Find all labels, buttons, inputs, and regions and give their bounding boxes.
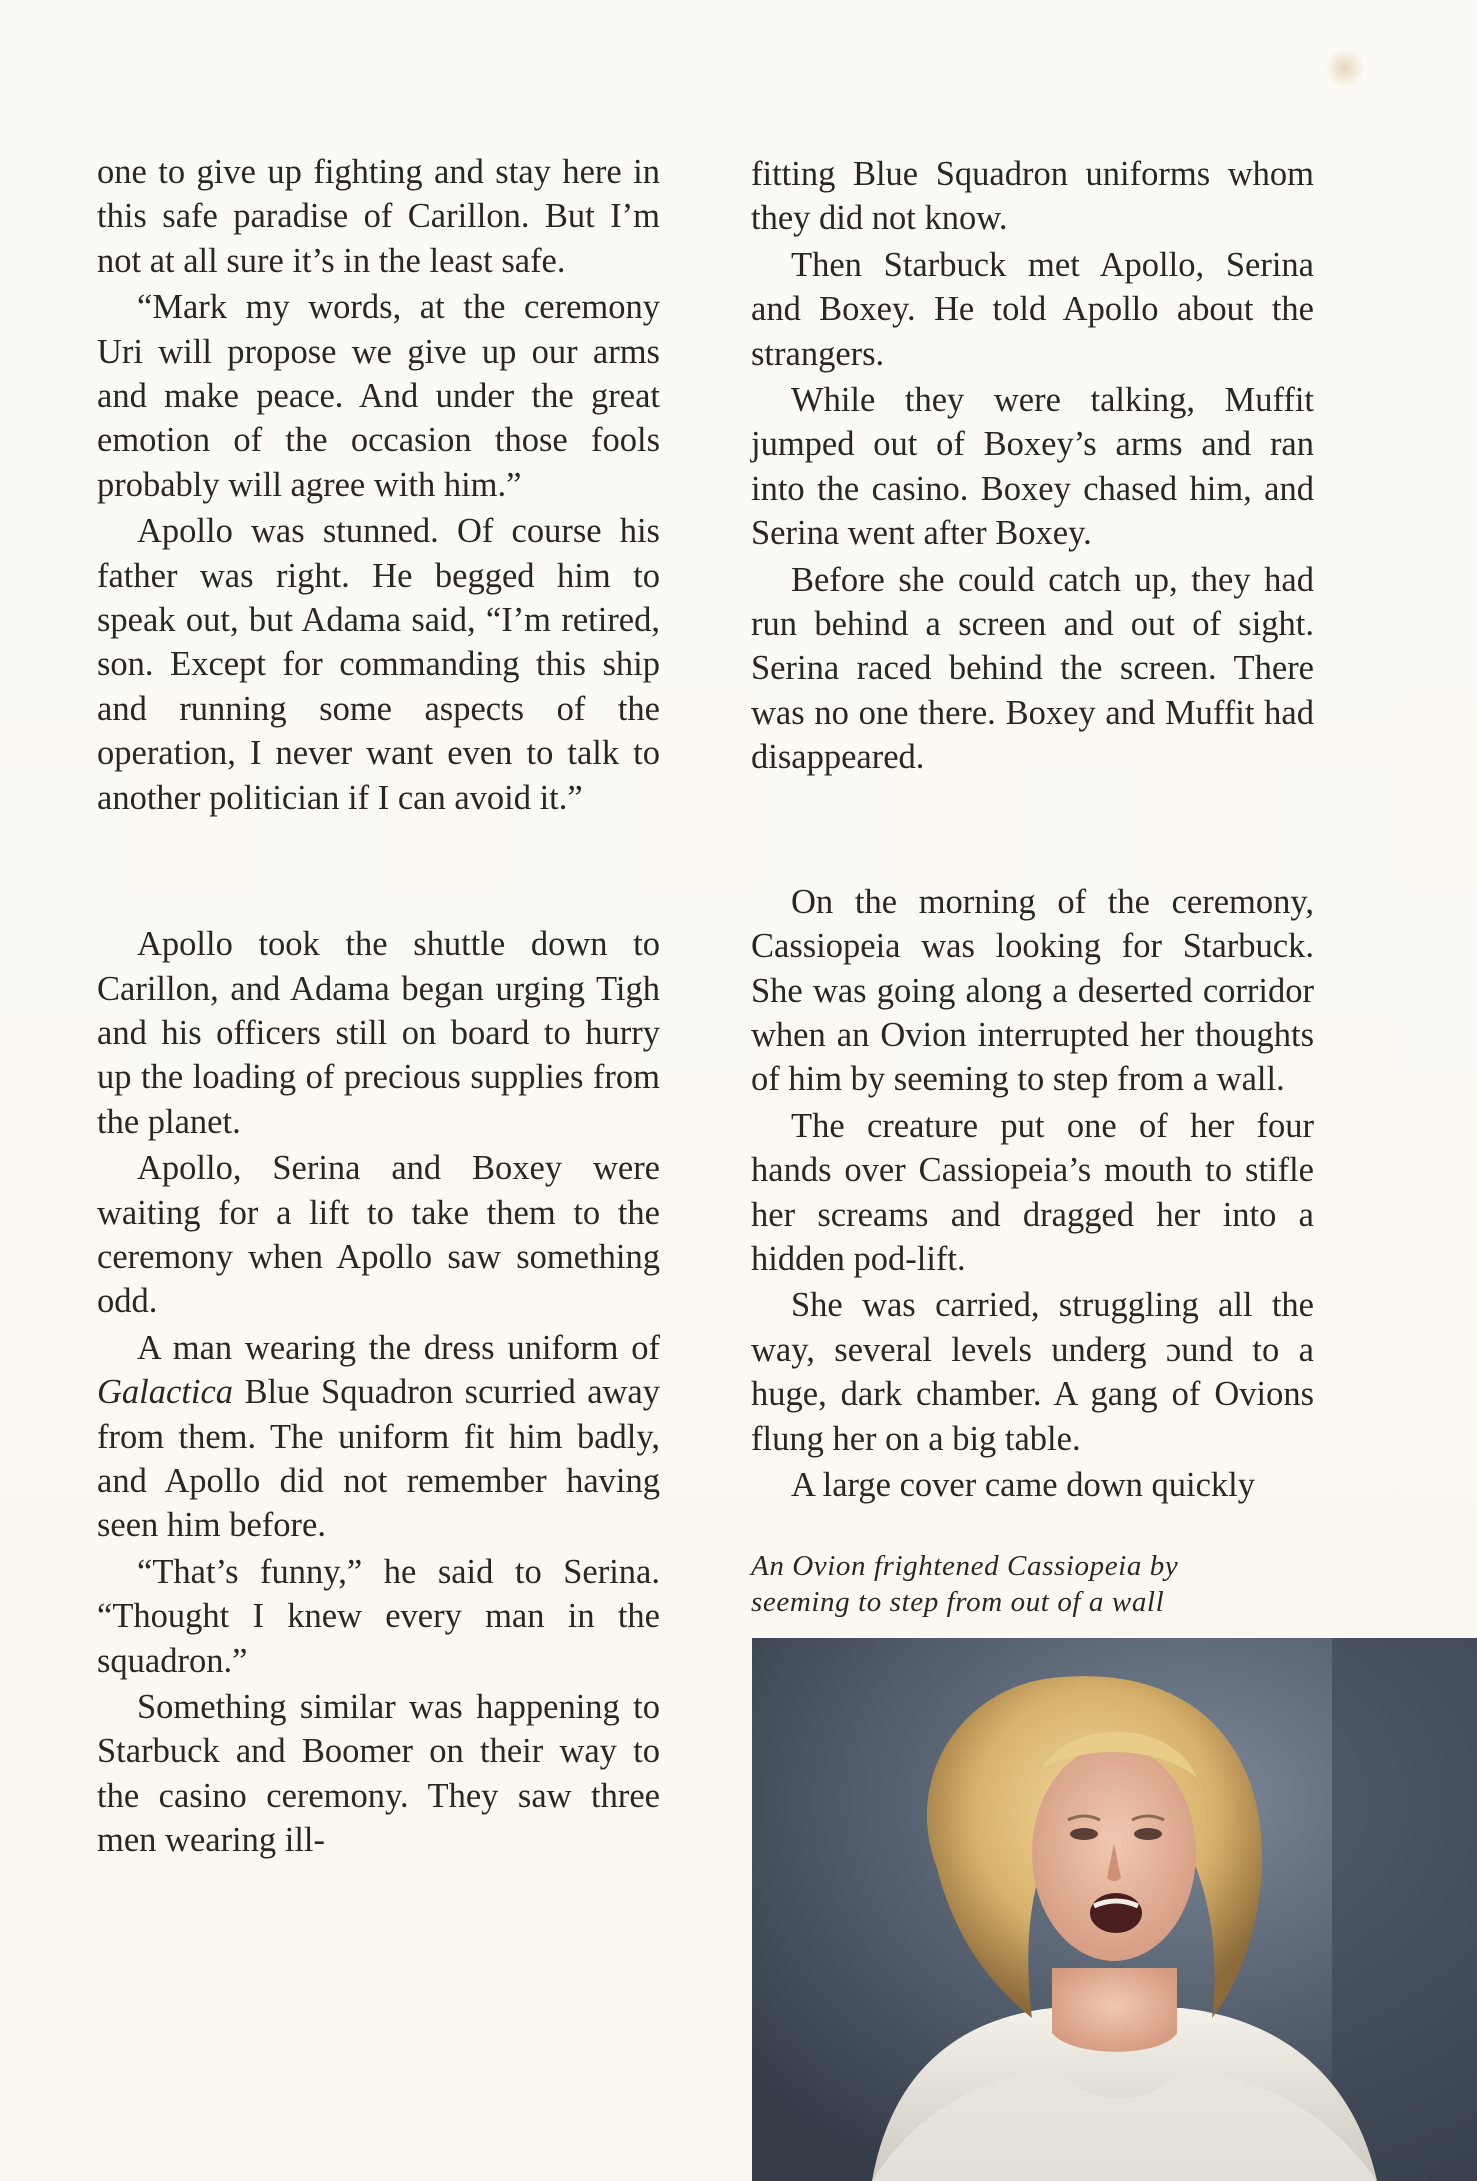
left-eye — [1070, 1828, 1098, 1840]
woman-screaming-photo — [752, 1638, 1477, 2181]
left-column — [97, 150, 660, 1865]
ship-name: Galactica — [97, 1373, 234, 1412]
right-column — [751, 152, 1314, 1509]
caption-line: seeming to step from out of a wall — [751, 1586, 1165, 1618]
text-run: A man wearing the dress uniform of — [137, 1328, 660, 1367]
paragraph: She was carried, struggling all the way, several levels underg ɔund to a huge, dark chamber. A gang of Ovions flung her on a big table. — [751, 1286, 1314, 1458]
paragraph: While they were talking, Muffit jumped out of Boxey’s arms and ran into the casino. Boxey chased him, and Serina went after Boxey. — [751, 381, 1314, 553]
section-break — [751, 782, 1314, 880]
paragraph: The creature put one of her four hands over Cassiopeia’s mouth to stifle her screams and dragged her into a hidden pod-lift. — [751, 1106, 1314, 1278]
caption-line: An Ovion frightened Cassiopeia by — [751, 1550, 1179, 1582]
paragraph: Apollo took the shuttle down to Carillon, and Adama began urging Tigh and his officers still on board to hurry up the loading of precious supplies from the planet. — [97, 925, 660, 1141]
right-eye — [1134, 1828, 1162, 1840]
paragraph: one to give up fighting and stay here in this safe paradise of Carillon. But I’m not at all sure it’s in the least safe. — [97, 153, 660, 280]
paragraph: Something similar was happening to Starbuck and Boomer on their way to the casino ceremony. They saw three men wearing ill- — [97, 1688, 660, 1860]
paragraph: “That’s funny,” he said to Serina. “Thought I knew every man in the squadron.” — [97, 1552, 660, 1680]
wall-edge — [1332, 1638, 1477, 2181]
paragraph: “Mark my words, at the ceremony Uri will propose we give up our arms and make peace. And under the great emotion of the occasion those fools probably will agree with him.” — [97, 288, 660, 504]
paragraph: Then Starbuck met Apollo, Serina and Boxey. He told Apollo about the strangers. — [751, 245, 1314, 373]
paragraph: Apollo, Serina and Boxey were waiting for a lift to take them to the ceremony when Apollo saw something odd. — [97, 1149, 660, 1321]
paragraph: A large cover came down quickly — [791, 1465, 1255, 1504]
paragraph: Before she could catch up, they had run behind a screen and out of sight. Serina raced behind the screen. There was no one there. Boxey and Muffit had disappeared. — [751, 560, 1314, 777]
paragraph: On the morning of the ceremony, Cassiopeia was looking for Starbuck. She was going along a deserted corridor when an Ovion interrupted her thoughts of him by seeming to step from a wall. — [751, 882, 1314, 1099]
neck — [1052, 1968, 1177, 2052]
page-stain — [1325, 48, 1365, 88]
paragraph: Apollo was stunned. Of course his father was right. He begged him to speak out, but Adama said, “I’m retired, son. Except for commanding this ship and running some aspects of the operation, I never want even to talk to another politician if I can avoid it.” — [97, 512, 660, 817]
photo-caption — [751, 1548, 1321, 1620]
paragraph-galactica — [97, 1326, 660, 1548]
section-break — [97, 822, 660, 922]
text-run: Blue Squadron scurried away from them. The uniform fit him badly, and Apollo did not remember having seen him before. — [97, 1373, 660, 1545]
photo-illustration — [752, 1638, 1477, 2181]
paragraph: fitting Blue Squadron uniforms whom they did not know. — [751, 155, 1314, 238]
